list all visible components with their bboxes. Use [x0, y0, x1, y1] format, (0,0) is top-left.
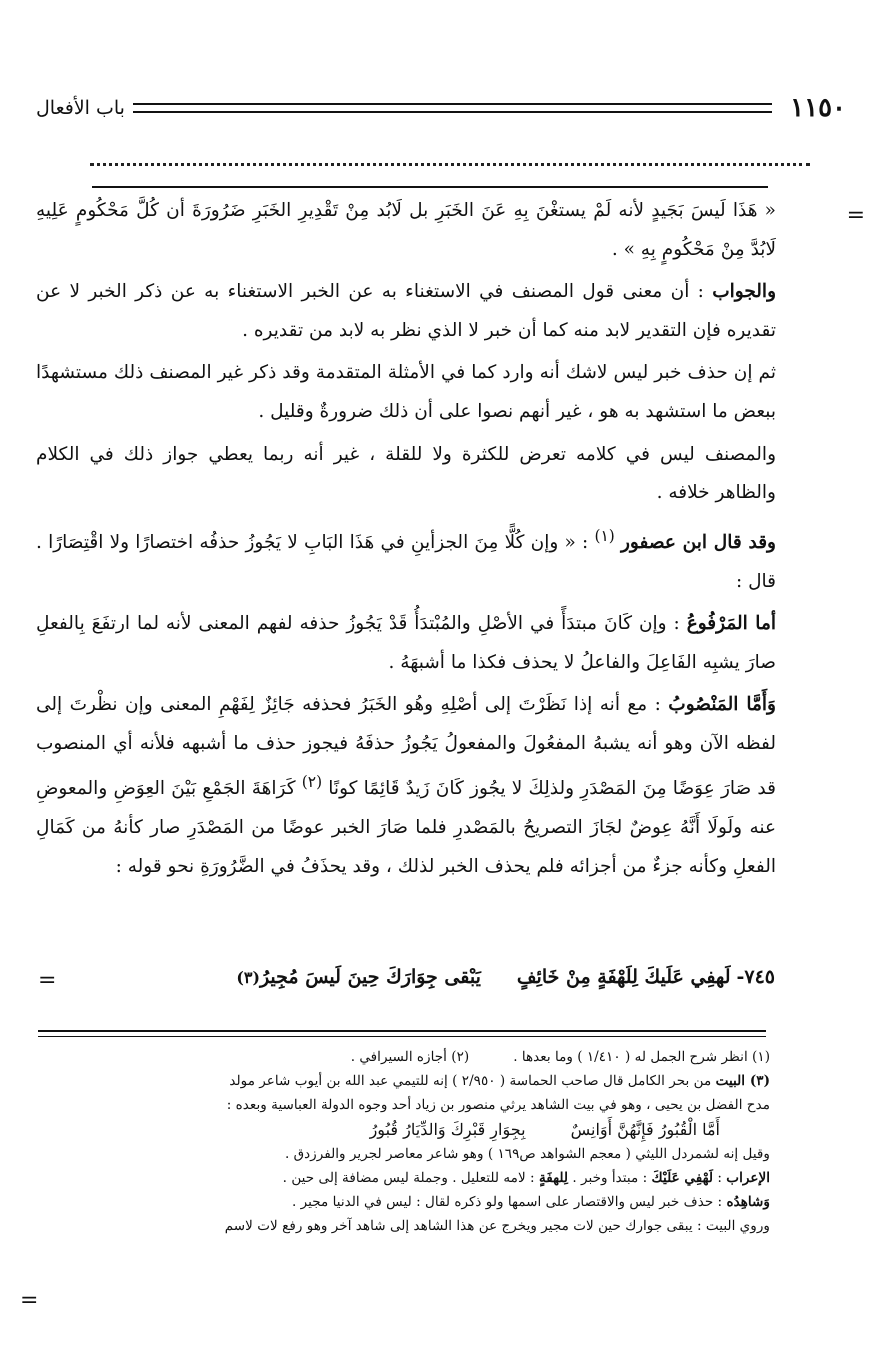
main-text [36, 192, 776, 886]
verse-hemistich-1: لَهفِي عَلَيكَ لِلَهْفَةٍ مِنْ خَائِفٍ [516, 966, 731, 988]
footnote-3-line-1: (٣) البيت من بحر الكامل قال صاحب الحماسة ( ٢/٩٥٠ ) إنه للتيمي عبد الله بن أيوب شاعر مولد [229, 1073, 770, 1090]
footnote-3-line-3: وقيل إنه لشمردل الليثي ( معجم الشواهد ص١٦٩ ) وهو شاعر معاصر لجرير والفرزدق . [284, 1145, 770, 1162]
irab-word-1: لَهْفِي عَلَيْكَ [651, 1170, 714, 1187]
footnote-irab: الإعراب : لَهْفِي عَلَيْكَ : مبتدأ وخبر . لِلهفَةٍ : لامه للتعليل . وجملة ليس مضافة إلى حين . [282, 1170, 770, 1187]
footnote-poem-hemistich-1: أَمَّا الْقُبُورُ فَإِنَّهُنَّ أَوَانِسٌ [570, 1119, 720, 1139]
verse-number: ٧٤٥- [736, 966, 775, 988]
footnote-3-line-2: مدح الفضل بن يحيى ، وهو في بيت الشاهد يرثي منصور بن زياد أحد وجوه الدولة العباسية وبعده : [226, 1097, 770, 1114]
running-header [36, 88, 846, 128]
verse-hemistich-2: يَبْقى جِوَارَكَ حِينَ لَيسَ مُجِيرُ [259, 966, 481, 988]
footnote-poem-hemistich-2: بِجِوَارِ قَبْرِكَ وَالدِّيَارُ قُبُورُ [369, 1119, 526, 1139]
irab-word-2: لِلهفَةٍ [538, 1170, 569, 1187]
page-number: ١١٥٠ [790, 93, 846, 123]
footnote-poem [40, 1118, 770, 1142]
footnotes [40, 1045, 770, 1239]
chapter-title: باب الأفعال [36, 97, 125, 119]
poetry-verse [65, 966, 775, 988]
paragraph-mansub: وَأَمَّا المَنْصُوبُ : مع أنه إذا نَظَرْتَ إلى أصْلِهِ وهُو الخَبَرُ فحذفه جَائِزٌ لِفَهْمِ المعنى وإن نظْرتَ إلى لفظه الآن وهو أنه يشبهُ المفعُولَ والمفعولُ يَجُوزُ حذفَهُ فيجوز حذف ما أشبهه فلأنه أي المنصوب قد صَارَ عِوَضًا مِنَ المَصْدَرِ ولذلِكَ لا يجُوز كَانَ زَيدٌ قَائِمًا كونًا $^{(٢)}$ كَرَاهَةَ الجَمْعِ بَيْنَ العِوَضِ والمعوضِ عنه ولَولَا أَنَّهُ عِوضٌ لجَازَ التصريحُ بالمَصْدرِ فلما صَارَ الخبر عوضًا من المَصْدَرِ صار كأنهُ من كَمَالِ الفعلِ وكأنه جزءٌ من أجزائه فلم يحذف الخبر لذلك ، وقد يحذَفُ في الضَّرُورَةِ نحو قوله : [36, 694, 776, 877]
paragraph-ibn-usfur: وقد قال ابن عصفور $^{(١)}$ : « وإن كُلًّا مِنَ الجزأينِ في هَذَا البَابِ لا يَجُوزُ حذفُه اختصارًا ولا اقْتِصَارًا . قال : [36, 526, 776, 592]
continuation-mark-verse: = [38, 968, 57, 993]
paragraph-quote: « هَذَا لَيسَ بَجَيدٍ لأنه لَمْ يستغْنَ بِهِ عَنَ الخَبَرِ بل لَابُد مِنْ تَقْدِيرِ الخَبَرِ ضَرُورَةَ أن كُلَّ مَحْكُومٍ عَلِيهِ لَابُدَّ مِنْ مَحْكُومٍ بِهِ » . [36, 200, 776, 260]
paragraph-omission: ثم إن حذف خبر ليس لاشك أنه وارد كما في الأمثلة المتقدمة وقد ذكر غير المصنف ذلك مستشهدًا ببعض ما استشهد به هو ، غير أنهم نصوا على أن ذلك ضرورةٌ وقليل . [36, 362, 776, 422]
footnote-3-lead: (٣) البيت [715, 1073, 770, 1090]
footnote-ref-1: (١) [594, 526, 615, 545]
dotted-separator [90, 163, 810, 166]
footnote-riwaya: وروي البيت : يبقى جوارك حين لات مجير ويخرج عن هذا الشاهد إلى شاهد آخر وهو رفع لات لاسم [224, 1218, 770, 1235]
footnote-ref-3: (٣) [236, 967, 260, 987]
answer-lead: والجواب [712, 281, 776, 303]
header-rule [133, 103, 772, 113]
mansub-lead: وَأَمَّا المَنْصُوبُ [668, 694, 776, 716]
footnote-1: (١) انظر شرح الجمل له ( ١/٤١٠ ) وما بعدها . [513, 1049, 770, 1065]
paragraph-marfu: أما المَرْفُوعُ : وإن كَانَ مبتدَأً في الأصْلِ والمُبْتدَأُ قَدْ يَجُوزُ حذفه لفهم المعنى لأنه لما ارتفَعَ بِالفعلِ صارَ يشبِه الفَاعِلَ والفاعلُ لا يحذف فكذا ما أشبهَهُ . [36, 613, 776, 673]
footnote-ref-2: (٢) [301, 773, 323, 792]
continuation-mark-top: = [846, 203, 865, 228]
ibn-usfur-lead: وقد قال ابن عصفور [620, 531, 776, 553]
marfu-lead: أما المَرْفُوعُ [686, 613, 776, 635]
continuation-mark-bottom: = [20, 1288, 39, 1313]
shahid-lead: وَشاهِدُه [726, 1194, 770, 1211]
footnote-2: (٢) أجازه السيرافي . [350, 1049, 470, 1065]
quote-top-rule [92, 186, 768, 188]
irab-lead: الإعراب [726, 1170, 770, 1187]
footnote-row-1-2 [40, 1045, 770, 1069]
footnote-rule [38, 1030, 766, 1037]
footnote-shahid: وَشاهِدُه : حذف خبر ليس والاقتصار على اسمها ولو ذكره لقال : ليس في الدنيا مجير . [292, 1194, 770, 1211]
paragraph-answer: والجواب : أن معنى قول المصنف في الاستغناء به عن الخبر الاستغناء به عن ذكر الخبر لا عن تقديره فإن التقدير لابد منه كما أن خبر لا الذي نظر به لابد من تقديره . [36, 281, 776, 341]
paragraph-author: والمصنف ليس في كلامه تعرض للكثرة ولا للقلة ، غير أنه ربما يعطي جواز ذلك في الكلام والظاهر خلافه . [36, 443, 776, 504]
